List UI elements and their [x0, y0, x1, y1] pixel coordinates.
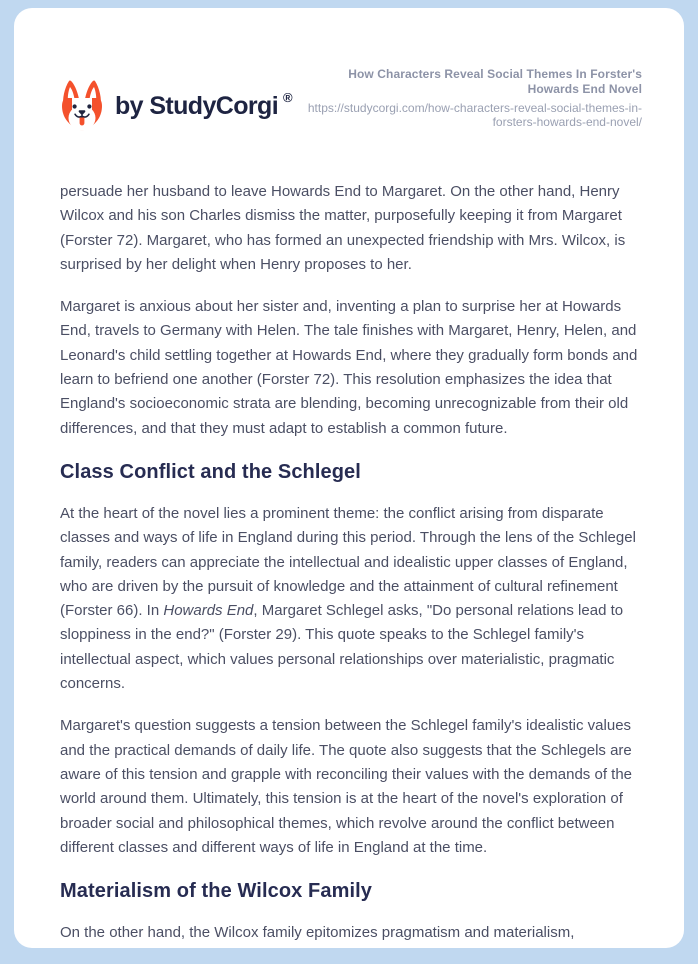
paragraph-text: At the heart of the novel lies a prominent theme: the conflict arising from disparate classes and ways of life in England during this period. Through the lens of the Schlegel family, readers can appreciate the intellectual and idealistic upper classes of England, who are driven by the pursuit of knowledge and the attainment of cultural refinement (Forster 66). In: [60, 504, 636, 620]
paragraph: Margaret is anxious about her sister and, inventing a plan to surprise her at Howards End, travels to Germany with Helen. The tale finishes with Margaret, Henry, Helen, and Leonard's child settling together at Howards End, where they gradually form bonds and learn to befriend one another (Forster 72). This resolution emphasizes the idea that England's socioeconomic strata are blending, becoming unrecognizable from their old differences, and that they must adapt to establish a common future.: [60, 298, 638, 437]
document-meta: [300, 67, 642, 129]
studycorgi-logo[interactable]: [60, 80, 293, 132]
paragraph: persuade her husband to leave Howards End to Margaret. On the other hand, Henry Wilcox and his son Charles dismiss the matter, purposefully keeping it from Margaret (Forster 72). Margaret, who has formed an unexpected friendship with Mrs. Wilcox, is surprised by her delight when Henry proposes to her.: [60, 183, 626, 273]
corgi-icon: [60, 80, 104, 132]
document-header: [60, 67, 642, 132]
document-body: [60, 180, 642, 945]
paragraph: On the other hand, the Wilcox family epitomizes pragmatism and materialism,: [60, 924, 575, 942]
brand-name: by StudyCorgi: [115, 91, 279, 120]
document-title: How Characters Reveal Social Themes In Forster's Howards End Novel: [348, 67, 642, 96]
paragraph-text: , Margaret Schlegel asks, "Do personal relations lead to sloppiness in the end?" (Forster 29). This quote speaks to the Schlegel family's intellectual aspect, which values personal relationships over materialistic, pragmatic concerns.: [60, 602, 624, 693]
registered-trademark-mark: ®: [283, 89, 293, 105]
paragraph: Margaret's question suggests a tension between the Schlegel family's idealistic values and the practical demands of daily life. The quote also suggests that the Schlegels are aware of this tension and grapple with reconciling their values with the demands of the world around them. Ultimately, this tension is at the heart of the novel's exploration of broader social and philosophical themes, which revolve around the conflict between different classes and different ways of life in England at the time.: [60, 717, 632, 856]
section-heading-materialism: Materialism of the Wilcox Family: [60, 880, 372, 903]
document-url-link[interactable]: https://studycorgi.com/how-characters-reveal-social-themes-in-forsters-howards-end-novel/: [307, 101, 642, 129]
paragraph: [60, 502, 642, 696]
section-heading-class-conflict: Class Conflict and the Schlegel: [60, 460, 361, 483]
book-title-italic: Howards End: [163, 602, 254, 620]
document-card: [14, 8, 684, 948]
